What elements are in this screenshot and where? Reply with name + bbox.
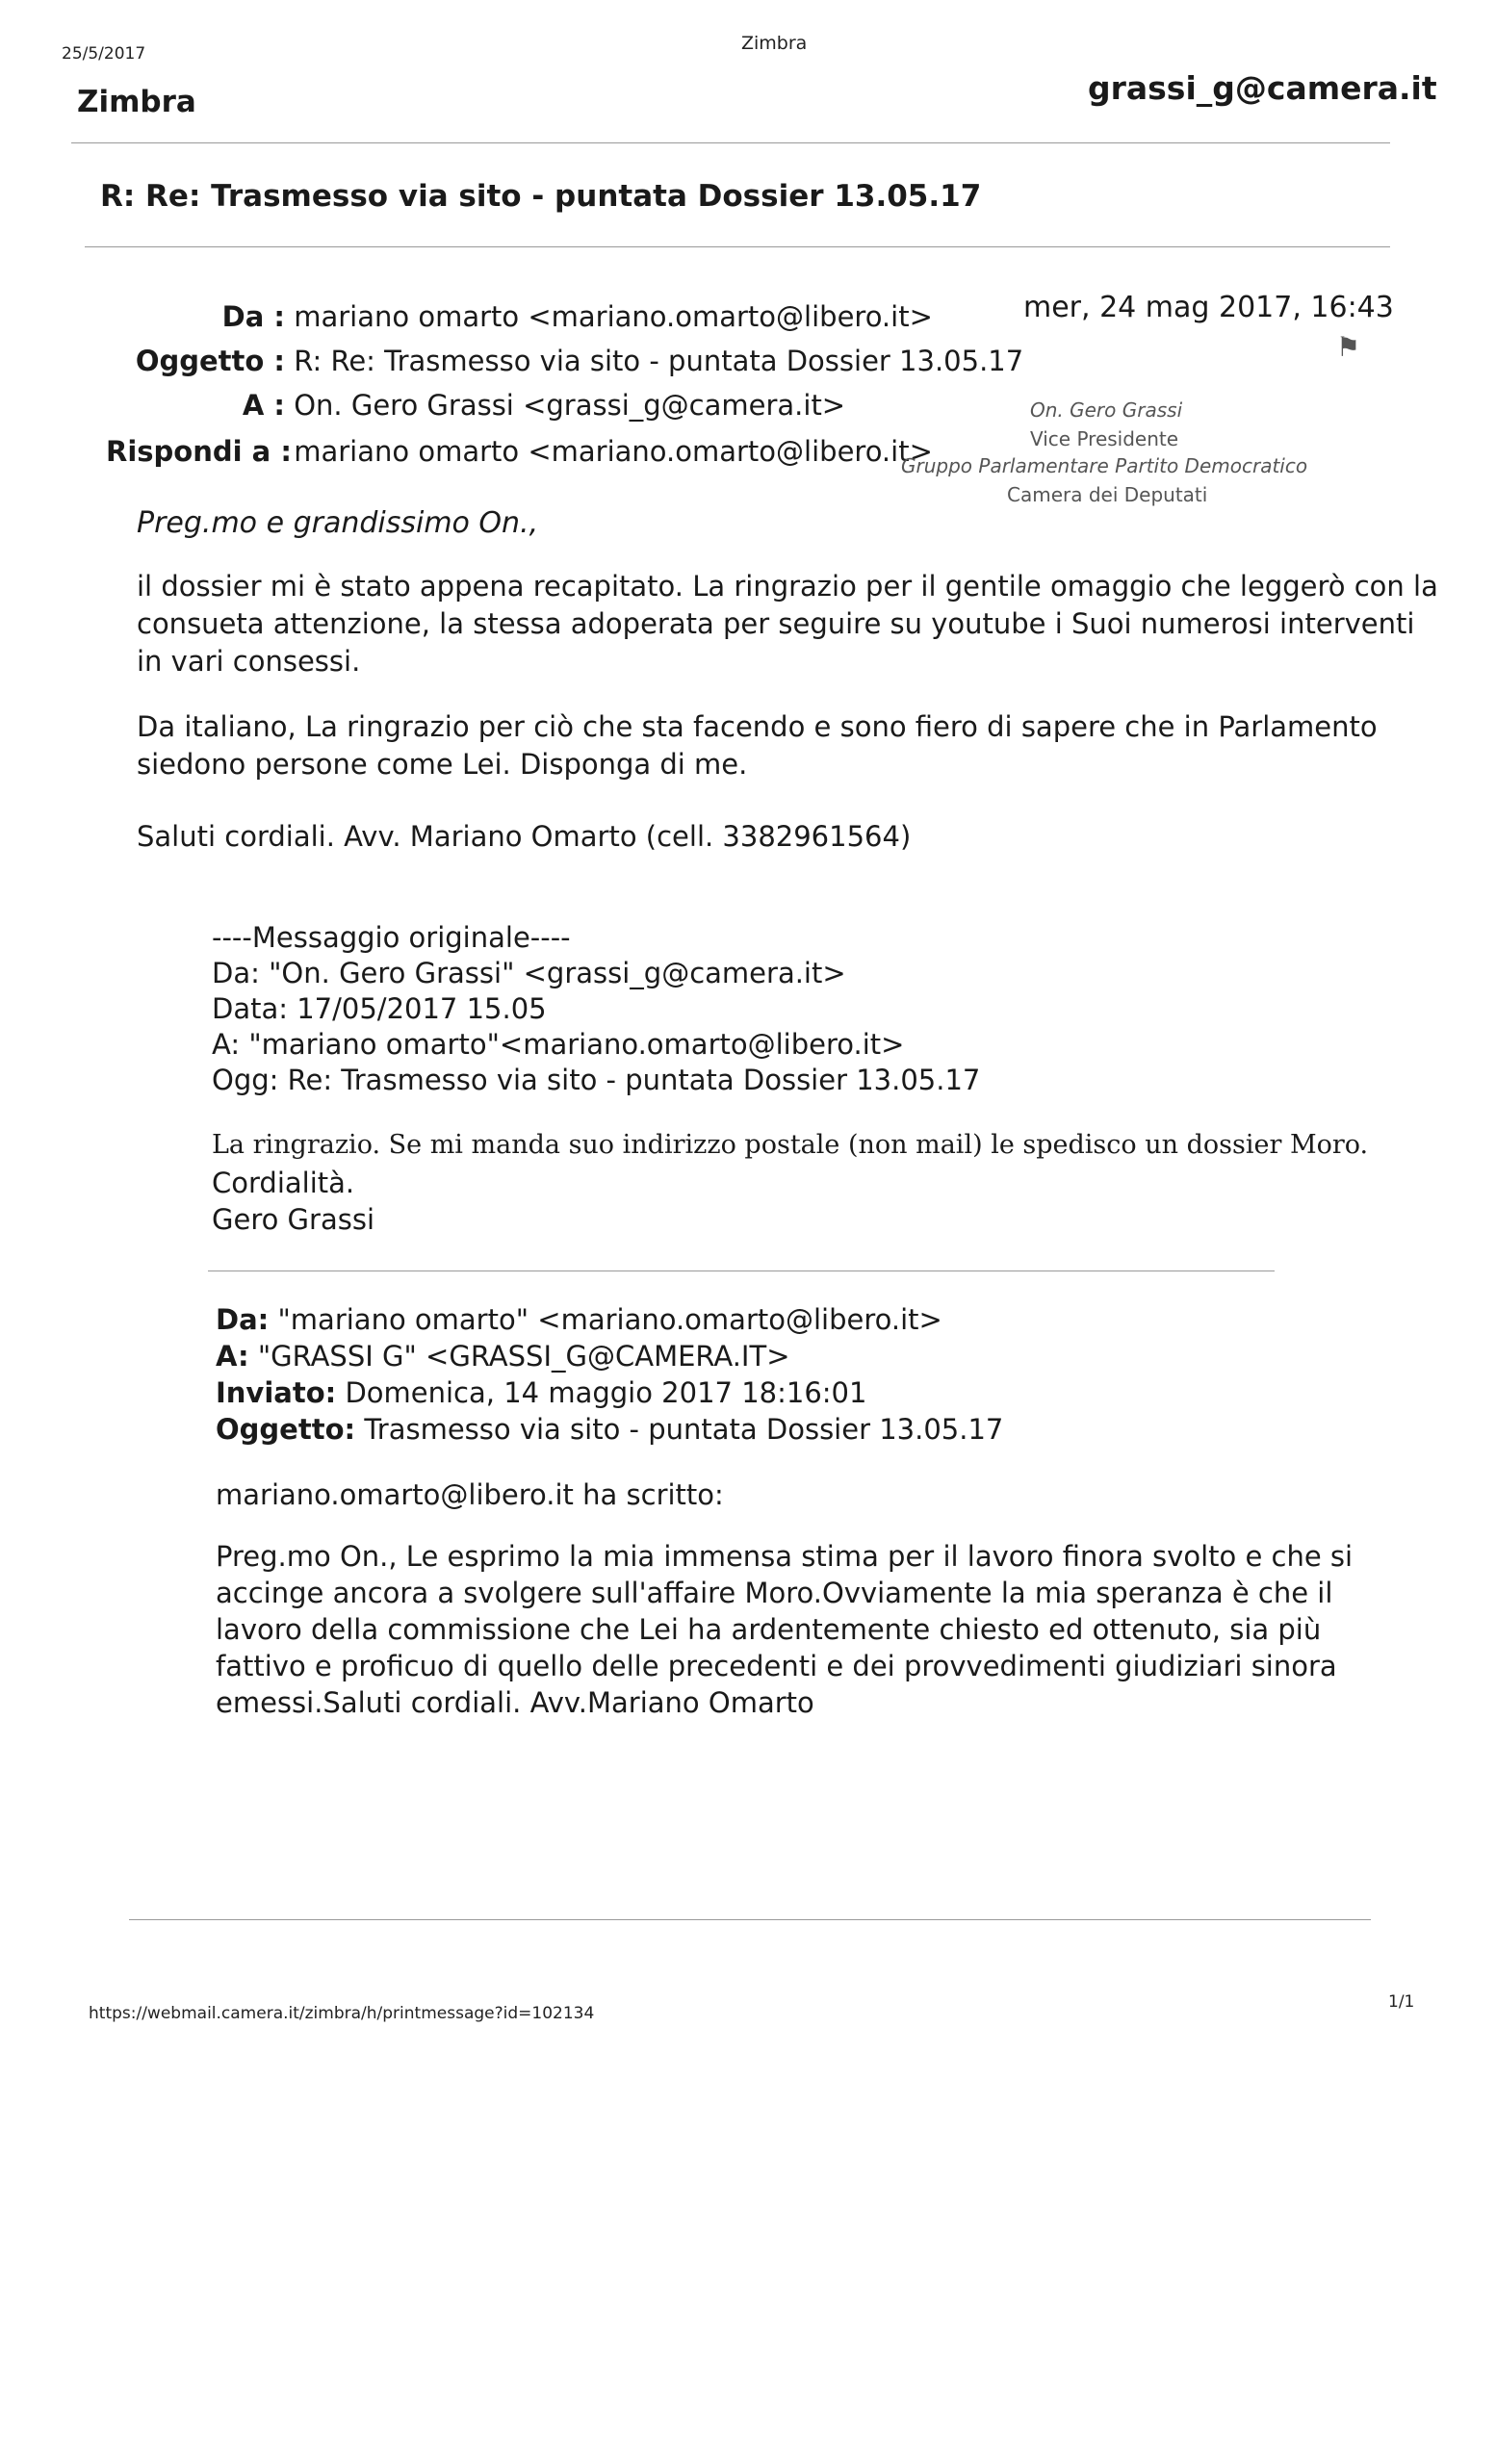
quoted-sent-row [216,1374,1003,1411]
body-line: Saluti cordiali. Avv. Mariano Omarto (cell. 3382961564) [137,820,912,853]
original-marker: ----Messaggio originale---- [212,921,571,954]
brand-logo: Zimbra [77,85,196,119]
quoted-from-value: "mariano omarto" <mariano.omarto@libero.it> [277,1303,942,1336]
print-app-name: Zimbra [741,33,808,54]
body-line: il dossier mi è stato appena recapitato. La ringrazio per il gentile omaggio che leggerò con la [137,570,1438,603]
page-number: 1/1 [1388,1992,1415,2012]
body-line: in vari consessi. [137,645,361,678]
original-message-header [212,920,980,1098]
quote-divider [208,1270,1275,1271]
from-row [106,300,933,333]
quoted-text [216,1538,1353,1721]
quoted-from-label: Da: [216,1303,270,1336]
reply-to-row [106,435,933,468]
original-date: Data: 17/05/2017 15.05 [212,992,547,1025]
subject-value: R: Re: Trasmesso via sito - puntata Dossier 13.05.17 [294,345,1024,377]
to-label: A : [242,389,285,422]
footer-divider [129,1919,1371,1920]
original-from: Da: "On. Gero Grassi" <grassi_g@camera.it> [212,957,846,989]
quoted-text-line: emessi.Saluti cordiali. Avv.Mariano Omarto [216,1686,814,1719]
subject-divider [85,246,1390,247]
original-closing-2: Gero Grassi [212,1203,375,1236]
body-line: Da italiano, La ringrazio per ciò che sta facendo e sono fiero di sapere che in Parlamento [137,710,1378,743]
body-line: consueta attenzione, la stessa adoperata per seguire su youtube i Suoi numerosi interventi [137,607,1415,640]
body-paragraph-3 [137,818,911,856]
flag-icon[interactable]: ⚑ [1336,331,1361,363]
to-row [106,389,845,422]
quoted-text-line: Preg.mo On., Le esprimo la mia immensa stima per il lavoro finora svolto e che si [216,1540,1354,1573]
quoted-subject-label: Oggetto: [216,1413,356,1446]
account-email: grassi_g@camera.it [1088,69,1437,107]
signature-name: On. Gero Grassi [1030,398,1183,422]
reply-to-value: mariano omarto <mariano.omarto@libero.it> [294,435,933,468]
body-salutation: Preg.mo e grandissimo On., [137,506,539,540]
subject-label: Oggetto : [135,345,285,377]
quoted-wrote-line: mariano.omarto@libero.it ha scritto: [216,1478,724,1511]
to-value: On. Gero Grassi <grassi_g@camera.it> [294,389,846,422]
quoted-sent-label: Inviato: [216,1376,337,1409]
original-subject: Ogg: Re: Trasmesso via sito - puntata Dossier 13.05.17 [212,1064,981,1096]
quoted-text-line: fattivo e proficuo di quello delle precedenti e dei provvedimenti giudiziari sinora [216,1650,1337,1682]
quoted-from-row [216,1301,1003,1338]
body-paragraph-1 [137,568,1438,680]
original-closing-1: Cordialità. [212,1167,355,1199]
quoted-text-line: lavoro della commissione che Lei ha ardentemente chiesto ed ottenuto, sia più [216,1613,1322,1646]
quoted-subject-value: Trasmesso via sito - puntata Dossier 13.05.17 [364,1413,1004,1446]
original-closing [212,1165,374,1238]
from-label: Da : [221,300,285,333]
message-subject: R: Re: Trasmesso via sito - puntata Dossier 13.05.17 [100,179,982,214]
reply-to-label: Rispondi a : [106,435,292,468]
from-value: mariano omarto <mariano.omarto@libero.it> [294,300,933,333]
sent-date: mer, 24 mag 2017, 16:43 [1023,291,1394,324]
signature-role: Vice Presidente [1030,427,1179,450]
quoted-to-row [216,1338,1003,1374]
print-date: 25/5/2017 [62,44,146,64]
subject-row [106,345,1023,377]
signature-group: Gruppo Parlamentare Partito Democratico [901,454,1308,477]
original-to: A: "mariano omarto"<mariano.omarto@libero.it> [212,1028,905,1061]
print-url: https://webmail.camera.it/zimbra/h/printmessage?id=102134 [89,2004,595,2023]
quoted-to-value: "GRASSI G" <GRASSI_G@CAMERA.IT> [257,1340,790,1373]
quoted-to-label: A: [216,1340,249,1373]
header-divider [71,142,1390,143]
signature-chamber: Camera dei Deputati [1007,483,1208,506]
quoted-text-line: accinge ancora a svolgere sull'affaire Moro.Ovviamente la mia speranza è che il [216,1577,1333,1609]
quoted-sent-value: Domenica, 14 maggio 2017 18:16:01 [345,1376,867,1409]
body-paragraph-2 [137,708,1378,783]
original-text: La ringrazio. Se mi manda suo indirizzo postale (non mail) le spedisco un dossier Moro. [212,1130,1369,1160]
quoted-subject-row [216,1411,1003,1448]
body-line: siedono persone come Lei. Disponga di me. [137,748,748,781]
quoted-message-header [216,1301,1003,1448]
